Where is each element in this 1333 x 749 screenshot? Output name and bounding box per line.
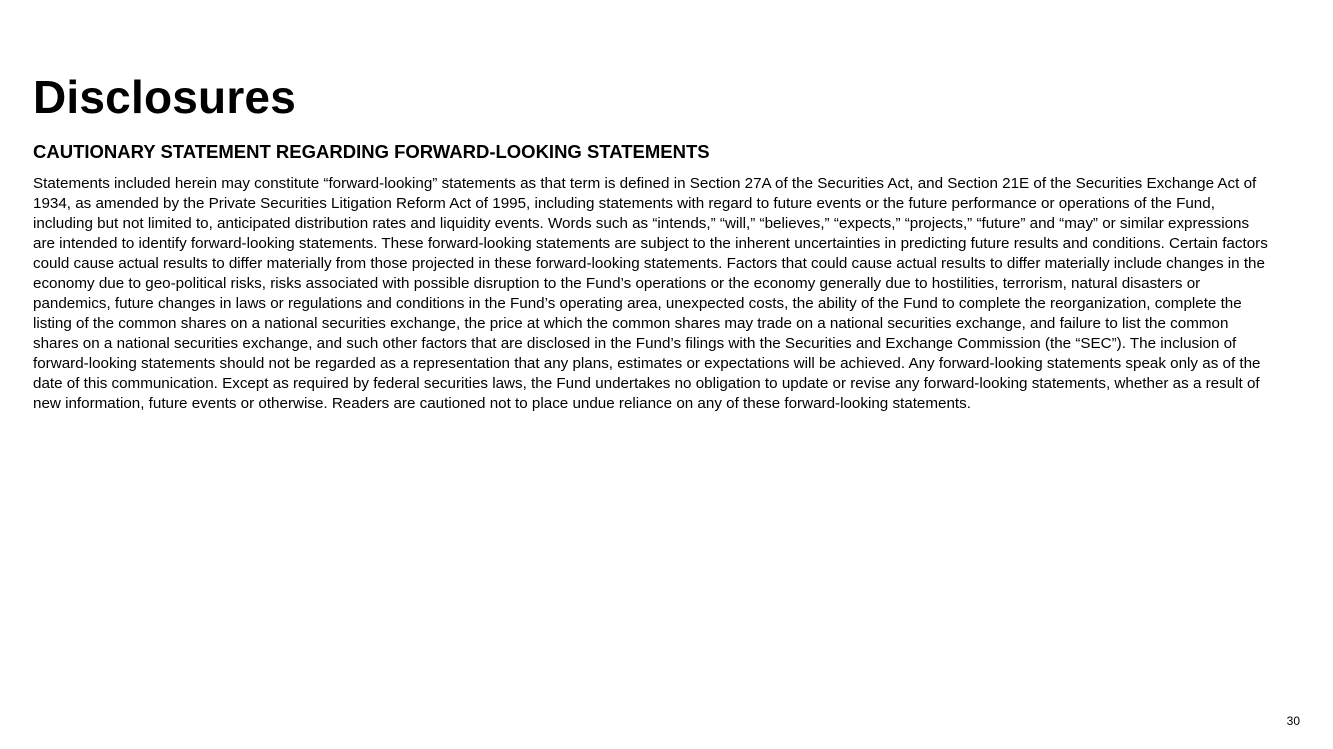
page-title: Disclosures — [33, 71, 296, 123]
page-number: 30 — [1286, 714, 1300, 728]
section-heading: CAUTIONARY STATEMENT REGARDING FORWARD-LOOKING STATEMENTS — [33, 141, 710, 162]
disclosure-paragraph: Statements included herein may constitute “forward-looking” statements as that term is defined in Section 27A of the Securities Act, and Section 21E of the Securities Exchange Act of 1934, as amended by the Private Securities Litigation Reform Act of 1995, including statements with regard to future events or the future performance or operations of the Fund, including but not limited to, anticipated distribution rates and liquidity events. Words such as “intends,” “will,” “believes,” “expects,” “projects,” “future” and “may” or similar expressions are intended to identify forward-looking statements. These forward-looking statements are subject to the inherent uncertainties in predicting future results and conditions. Certain factors could cause actual results to differ materially from those projected in these forward-looking statements. Factors that could cause actual results to differ materially include changes in the economy due to geo-political risks, risks associated with possible disruption to the Fund’s operations or the economy generally due to hostilities, terrorism, natural disasters or pandemics, future changes in laws or regulations and conditions in the Fund’s operating area, unexpected costs, the ability of the Fund to complete the reorganization, complete the listing of the common shares on a national securities exchange, the price at which the common shares may trade on a national securities exchange, and failure to list the common shares on a national securities exchange, and such other factors that are disclosed in the Fund’s filings with the Securities and Exchange Commission (the “SEC”). The inclusion of forward-looking statements should not be regarded as a representation that any plans, estimates or expectations will be achieved. Any forward-looking statements speak only as of the date of this communication. Except as required by federal securities laws, the Fund undertakes no obligation to update or revise any forward-looking statements, whether as a result of new information, future events or otherwise. Readers are cautioned not to place undue reliance on any of these forward-looking statements. — [33, 175, 1268, 412]
